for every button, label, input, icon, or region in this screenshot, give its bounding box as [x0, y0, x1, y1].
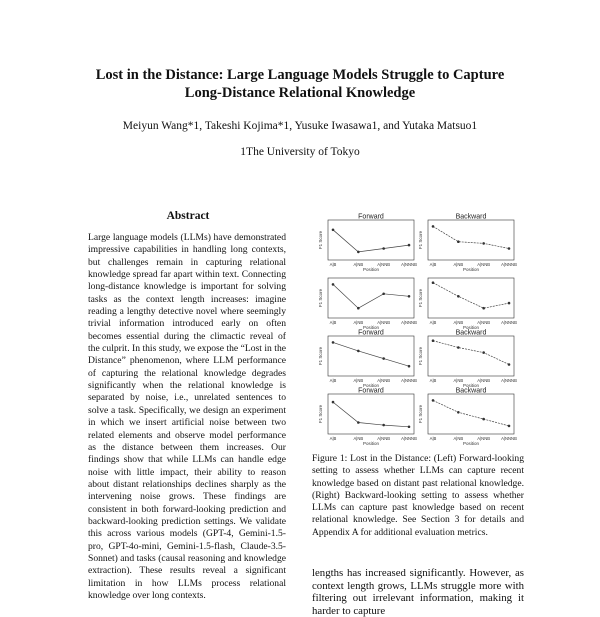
chart-row3-left-title: Forward — [358, 329, 384, 337]
chart-row4-right-ylabel: F1 Score — [418, 404, 423, 424]
chart-row4-right-tick-1: A|B — [429, 436, 437, 441]
figure-caption: Figure 1: Lost in the Distance: (Left) Forward-looking setting to assess whether LLMs can capture recent knowledge based on distant past relational knowledge. (Right) Backward-looking setting to assess whether LLMs can capture past knowledge based on recent relational knowledge. See Section 3 for details and Appendix A for additional evaluation metrics. — [312, 453, 524, 538]
chart-row2-right-tick-3: A|NNB — [477, 320, 491, 325]
chart-row2-right-point-3 — [482, 307, 485, 310]
chart-row4-left-tick-4: A|NNNB — [401, 436, 417, 441]
chart-row2-left-xlabel: Position — [362, 325, 380, 330]
chart-row1-right-ylabel: F1 Score — [418, 230, 423, 250]
chart-row2-left-tick-1: A|B — [329, 320, 337, 325]
author-list: Meiyun Wang*1, Takeshi Kojima*1, Yusuke Iwasawa1, and Yutaka Matsuo1 — [122, 120, 478, 132]
abstract-heading: Abstract — [166, 210, 210, 222]
chart-row1-left-tick-2: A|NB — [353, 262, 364, 267]
chart-row4-left-title: Forward — [358, 387, 384, 395]
chart-row2-left-point-2 — [357, 307, 360, 310]
chart-row3-left-tick-1: A|B — [329, 378, 337, 383]
chart-row2-right-xlabel: Position — [462, 325, 480, 330]
figure-1 — [310, 212, 524, 444]
chart-row2-right-ylabel: F1 Score — [418, 288, 423, 308]
chart-row4-right-xlabel: Position — [462, 441, 480, 446]
chart-row4-left-xlabel: Position — [362, 441, 380, 446]
chart-row2-left-point-3 — [382, 292, 385, 295]
chart-row3-left-xlabel: Position — [362, 383, 380, 388]
chart-row3-left-point-1 — [332, 341, 335, 344]
chart-row4-right-point-4 — [508, 425, 511, 428]
chart-row2-left-tick-4: A|NNNB — [401, 320, 417, 325]
chart-row3-left-frame — [328, 336, 414, 376]
chart-row2-right-tick-4: A|NNNB — [501, 320, 517, 325]
chart-row1-left-tick-3: A|NNB — [377, 262, 391, 267]
chart-row4-left-point-1 — [332, 401, 335, 404]
abstract-text: Large language models (LLMs) have demonstrated impressive capabilities in handling long contexts, but challenges remain in capturing relational knowledge spread far apart within text. Connecting long-distance knowledge is important for solving tasks as the context length increases: imagine reading a lengthy detective novel where seemingly trivial information introduced early on often becomes essential during the climactic reveal of the culprit. In this study, we expose the “Lost in the Distance” phenomenon, where LLM performance of capturing the relational knowledge degrades significantly when the relational knowledge is separated by noise, i.e., unrelated sentences to solve a task. Specifically, we design an experiment in which we insert artificial noise between two related elements and observe model performance as the distance between them increases. Our findings show that while LLMs can handle edge noise with little impact, their ability to reason about distant relationships declines sharply as the intervening noise grows. These findings are consistent in both forward-looking prediction and backward-looking prediction settings. We validate this across various models (GPT-4, Gemini-1.5-pro, GPT-4o-mini, Gemini-1.5-flash, Claude-3.5-Sonnet) and tasks (causal reasoning and knowledge extraction). These results reveal a significant limitation in how LLMs process relational knowledge over long contexts. — [88, 232, 286, 601]
chart-row1-left-series-line — [333, 230, 409, 252]
chart-row1-left-xlabel: Position — [362, 267, 380, 272]
chart-row1-left-frame — [328, 220, 414, 260]
chart-row3-left-tick-4: A|NNNB — [401, 378, 417, 383]
chart-row2-left-tick-3: A|NNB — [377, 320, 391, 325]
chart-row1-right-point-4 — [508, 247, 511, 250]
chart-row4-left-point-3 — [382, 424, 385, 427]
body-paragraph: lengths has increased significantly. However, as context length grows, LLMs struggle more with filtering out irrelevant information, making it harder to capture — [312, 567, 524, 617]
chart-row1-left-tick-1: A|B — [329, 262, 337, 267]
chart-row4-right-title: Backward — [455, 387, 487, 395]
chart-row4-left-point-4 — [408, 425, 411, 428]
chart-row4-right-point-2 — [457, 411, 460, 414]
chart-row3-left-series-line — [333, 342, 409, 366]
chart-row2-right-tick-2: A|NB — [453, 320, 464, 325]
affiliation: 1The University of Tokyo — [240, 146, 360, 158]
chart-row2-right-series-line — [433, 283, 509, 309]
chart-row4-left-series-line — [333, 402, 409, 427]
chart-row1-right-tick-2: A|NB — [453, 262, 464, 267]
chart-row4-right-point-3 — [482, 418, 485, 421]
chart-row1-right-point-2 — [457, 240, 460, 243]
chart-row4-left-tick-3: A|NNB — [377, 436, 391, 441]
chart-row1-left-tick-4: A|NNNB — [401, 262, 417, 267]
chart-row3-left-tick-3: A|NNB — [377, 378, 391, 383]
chart-row2-right-point-4 — [508, 302, 511, 305]
chart-row3-right-tick-2: A|NB — [453, 378, 464, 383]
chart-row3-right-frame — [428, 336, 514, 376]
chart-row3-left-tick-2: A|NB — [353, 378, 364, 383]
chart-row3-right-tick-4: A|NNNB — [501, 378, 517, 383]
chart-row1-right-xlabel: Position — [462, 267, 480, 272]
chart-row1-left-point-1 — [332, 229, 335, 232]
chart-row3-left-point-3 — [382, 357, 385, 360]
chart-row4-right-tick-4: A|NNNB — [501, 436, 517, 441]
chart-row1-right-title: Backward — [455, 213, 487, 221]
chart-row1-right-point-3 — [482, 242, 485, 245]
chart-row4-right-point-1 — [432, 399, 435, 402]
chart-row4-left-tick-1: A|B — [329, 436, 337, 441]
chart-row4-right-tick-3: A|NNB — [477, 436, 491, 441]
title-line-1: Lost in the Distance: Large Language Models Struggle to Capture — [95, 67, 505, 83]
chart-row3-right-xlabel: Position — [462, 383, 480, 388]
chart-row1-right-tick-1: A|B — [429, 262, 437, 267]
chart-row1-left-point-2 — [357, 251, 360, 254]
chart-row3-right-point-1 — [432, 339, 435, 342]
chart-row1-right-tick-3: A|NNB — [477, 262, 491, 267]
chart-row3-right-title: Backward — [455, 329, 487, 337]
chart-row4-left-tick-2: A|NB — [353, 436, 364, 441]
chart-row1-left-point-3 — [382, 247, 385, 250]
chart-row2-left-ylabel: F1 Score — [318, 288, 323, 308]
chart-row4-right-tick-2: A|NB — [453, 436, 464, 441]
title-line-2: Long-Distance Relational Knowledge — [184, 85, 416, 101]
chart-row2-right-point-2 — [457, 295, 460, 298]
chart-row3-right-tick-3: A|NNB — [477, 378, 491, 383]
chart-row4-left-ylabel: F1 Score — [318, 404, 323, 424]
chart-row2-left-point-4 — [408, 295, 411, 298]
chart-row3-right-series-line — [433, 341, 509, 365]
chart-row3-left-point-2 — [357, 350, 360, 353]
chart-row1-right-series-line — [433, 226, 509, 248]
chart-row1-right-frame — [428, 220, 514, 260]
chart-row2-left-tick-2: A|NB — [353, 320, 364, 325]
chart-row1-right-tick-4: A|NNNB — [501, 262, 517, 267]
chart-row1-left-title: Forward — [358, 213, 384, 221]
chart-row2-left-frame — [328, 278, 414, 318]
chart-row4-right-series-line — [433, 400, 509, 426]
chart-row1-left-ylabel: F1 Score — [318, 230, 323, 250]
paper-title — [40, 66, 560, 102]
chart-row2-left-point-1 — [332, 283, 335, 286]
chart-row1-right-point-1 — [432, 225, 435, 228]
chart-row3-left-point-4 — [408, 365, 411, 368]
chart-row4-left-frame — [328, 394, 414, 434]
chart-row4-right-frame — [428, 394, 514, 434]
chart-row2-right-point-1 — [432, 281, 435, 284]
chart-row3-right-point-2 — [457, 346, 460, 349]
chart-row3-right-point-4 — [508, 363, 511, 366]
chart-row3-left-ylabel: F1 Score — [318, 346, 323, 366]
chart-row3-right-point-3 — [482, 351, 485, 354]
chart-row2-right-tick-1: A|B — [429, 320, 437, 325]
chart-row3-right-tick-1: A|B — [429, 378, 437, 383]
chart-row2-right-frame — [428, 278, 514, 318]
chart-row4-left-point-2 — [357, 421, 360, 424]
chart-row3-right-ylabel: F1 Score — [418, 346, 423, 366]
chart-row2-left-series-line — [333, 284, 409, 308]
chart-row1-left-point-4 — [408, 244, 411, 247]
